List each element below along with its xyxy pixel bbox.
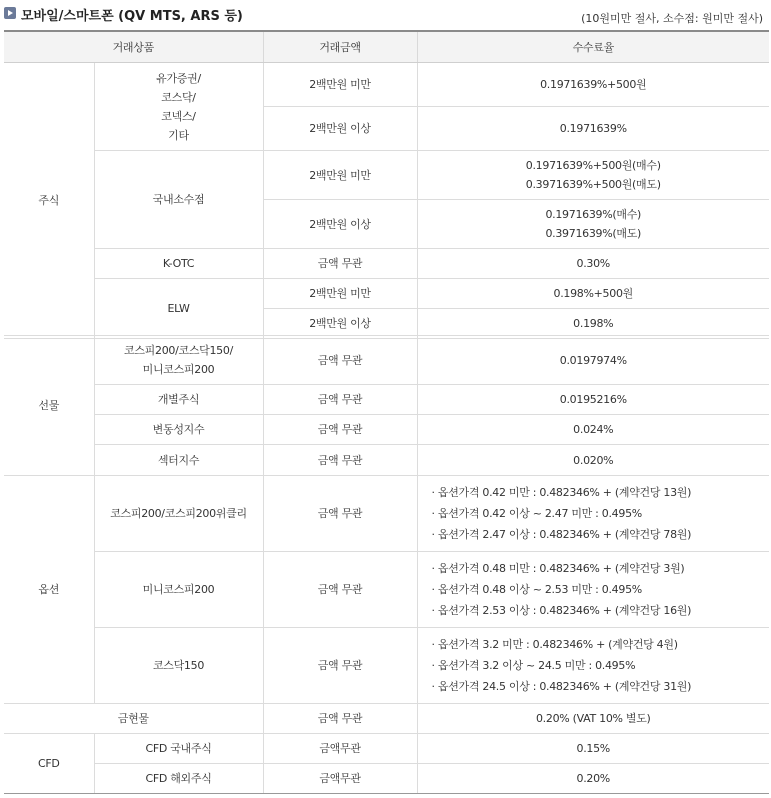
amount-cell: 2백만원 이상 xyxy=(263,200,417,249)
table-row xyxy=(4,336,769,385)
header-amount: 거래금액 xyxy=(263,31,417,63)
table-row xyxy=(4,734,769,764)
fee-text: 0.3971639%(매도) xyxy=(545,227,642,240)
fee-text: · 옵션가격 2.47 이상 : 0.482346% + (계약건당 78원) xyxy=(431,528,692,541)
group-cfd: CFD xyxy=(4,734,94,794)
table-row xyxy=(4,385,769,415)
product-text: 코스닥/ xyxy=(161,90,196,104)
amount-cell: 2백만원 미만 xyxy=(263,151,417,200)
amount-cell: 금액 무관 xyxy=(263,415,417,445)
fee-cell: 0.15% xyxy=(417,734,769,764)
product-sector: 섹터지수 xyxy=(94,445,263,476)
fee-cell: 0.30% xyxy=(417,249,769,279)
table-row xyxy=(4,704,769,734)
product-stock-futures: 개별주식 xyxy=(94,385,263,415)
amount-cell: 금액 무관 xyxy=(263,628,417,704)
table-row xyxy=(4,764,769,794)
table-row xyxy=(4,628,769,704)
product-cfd-overseas: CFD 해외주식 xyxy=(94,764,263,794)
group-options: 옵션 xyxy=(4,476,94,704)
amount-cell: 금액 무관 xyxy=(263,336,417,385)
table-row xyxy=(4,552,769,628)
product-fractional: 국내소수점 xyxy=(94,151,263,249)
fee-text: 0.1971639%+500원(매수) xyxy=(525,159,661,172)
amount-cell: 금액무관 xyxy=(263,734,417,764)
amount-cell: 금액 무관 xyxy=(263,552,417,628)
amount-cell: 금액 무관 xyxy=(263,704,417,734)
amount-cell: 금액무관 xyxy=(263,764,417,794)
group-futures: 선물 xyxy=(4,336,94,476)
fee-cell: 0.198%+500원 xyxy=(417,279,769,309)
product-elw: ELW xyxy=(94,279,263,339)
rounding-note: (10원미만 절사, 소수점: 원미만 절사) xyxy=(581,12,763,25)
fee-text: · 옵션가격 0.48 미만 : 0.482346% + (계약건당 3원) xyxy=(431,562,685,575)
fee-cell xyxy=(417,476,769,552)
product-index-futures xyxy=(94,336,263,385)
fee-text: 0.3971639%+500원(매도) xyxy=(525,178,661,191)
fee-text: · 옵션가격 24.5 이상 : 0.482346% + (계약건당 31원) xyxy=(431,680,692,693)
fee-text: · 옵션가격 0.48 이상 ~ 2.53 미만 : 0.495% xyxy=(431,583,642,596)
product-kospi-options: 코스피200/코스피200위클리 xyxy=(94,476,263,552)
fee-cell: 0.0195216% xyxy=(417,385,769,415)
section-header xyxy=(4,4,769,24)
header-fee: 수수료율 xyxy=(417,31,769,63)
product-listed xyxy=(94,63,263,151)
fee-cell: 0.198% xyxy=(417,309,769,339)
fee-cell: 0.024% xyxy=(417,415,769,445)
amount-cell: 2백만원 이상 xyxy=(263,309,417,339)
amount-cell: 금액 무관 xyxy=(263,249,417,279)
amount-cell: 금액 무관 xyxy=(263,385,417,415)
table-row xyxy=(4,151,769,200)
table-row xyxy=(4,445,769,476)
amount-cell: 금액 무관 xyxy=(263,476,417,552)
table-row xyxy=(4,476,769,552)
amount-cell: 2백만원 미만 xyxy=(263,63,417,107)
amount-cell: 2백만원 이상 xyxy=(263,107,417,151)
table-row xyxy=(4,249,769,279)
table-row xyxy=(4,63,769,107)
table-row xyxy=(4,415,769,445)
product-text: 코스피200/코스닥150/ xyxy=(124,344,233,357)
fee-text: 0.1971639%(매수) xyxy=(545,208,642,221)
product-mini-options: 미니코스피200 xyxy=(94,552,263,628)
product-text: 유가증권/ xyxy=(156,71,201,85)
amount-cell: 금액 무관 xyxy=(263,445,417,476)
fee-text: · 옵션가격 0.42 이상 ~ 2.47 미만 : 0.495% xyxy=(431,507,642,520)
fee-cell: 0.20% (VAT 10% 별도) xyxy=(417,704,769,734)
fee-text: · 옵션가격 3.2 이상 ~ 24.5 미만 : 0.495% xyxy=(431,659,636,672)
fee-cell xyxy=(417,200,769,249)
table-header-row xyxy=(4,31,769,63)
product-kosdaq-options: 코스닥150 xyxy=(94,628,263,704)
fee-cell: 0.020% xyxy=(417,445,769,476)
fee-table xyxy=(4,30,769,339)
header-product: 거래상품 xyxy=(4,31,263,63)
product-kotc: K-OTC xyxy=(94,249,263,279)
fee-cell: 0.20% xyxy=(417,764,769,794)
product-text: 코넥스/ xyxy=(161,109,196,123)
section-title: 모바일/스마트폰 (QV MTS, ARS 등) xyxy=(21,9,243,24)
fee-cell xyxy=(417,151,769,200)
fee-text: · 옵션가격 3.2 미만 : 0.482346% + (계약건당 4원) xyxy=(431,638,678,651)
group-stock: 주식 xyxy=(4,63,94,339)
fee-cell: 0.1971639%+500원 xyxy=(417,63,769,107)
triangle-bullet-icon xyxy=(4,7,16,19)
fee-cell: 0.1971639% xyxy=(417,107,769,151)
product-text: 미니코스피200 xyxy=(142,363,215,376)
fee-text: · 옵션가격 0.42 미만 : 0.482346% + (계약건당 13원) xyxy=(431,486,692,499)
fee-text: · 옵션가격 2.53 이상 : 0.482346% + (계약건당 16원) xyxy=(431,604,692,617)
product-gold: 금현물 xyxy=(4,704,263,734)
product-cfd-domestic: CFD 국내주식 xyxy=(94,734,263,764)
product-text: 기타 xyxy=(168,128,189,142)
table-row xyxy=(4,279,769,309)
fee-table-part2 xyxy=(4,335,769,794)
product-volatility: 변동성지수 xyxy=(94,415,263,445)
fee-cell xyxy=(417,552,769,628)
fee-cell: 0.0197974% xyxy=(417,336,769,385)
fee-cell xyxy=(417,628,769,704)
amount-cell: 2백만원 미만 xyxy=(263,279,417,309)
